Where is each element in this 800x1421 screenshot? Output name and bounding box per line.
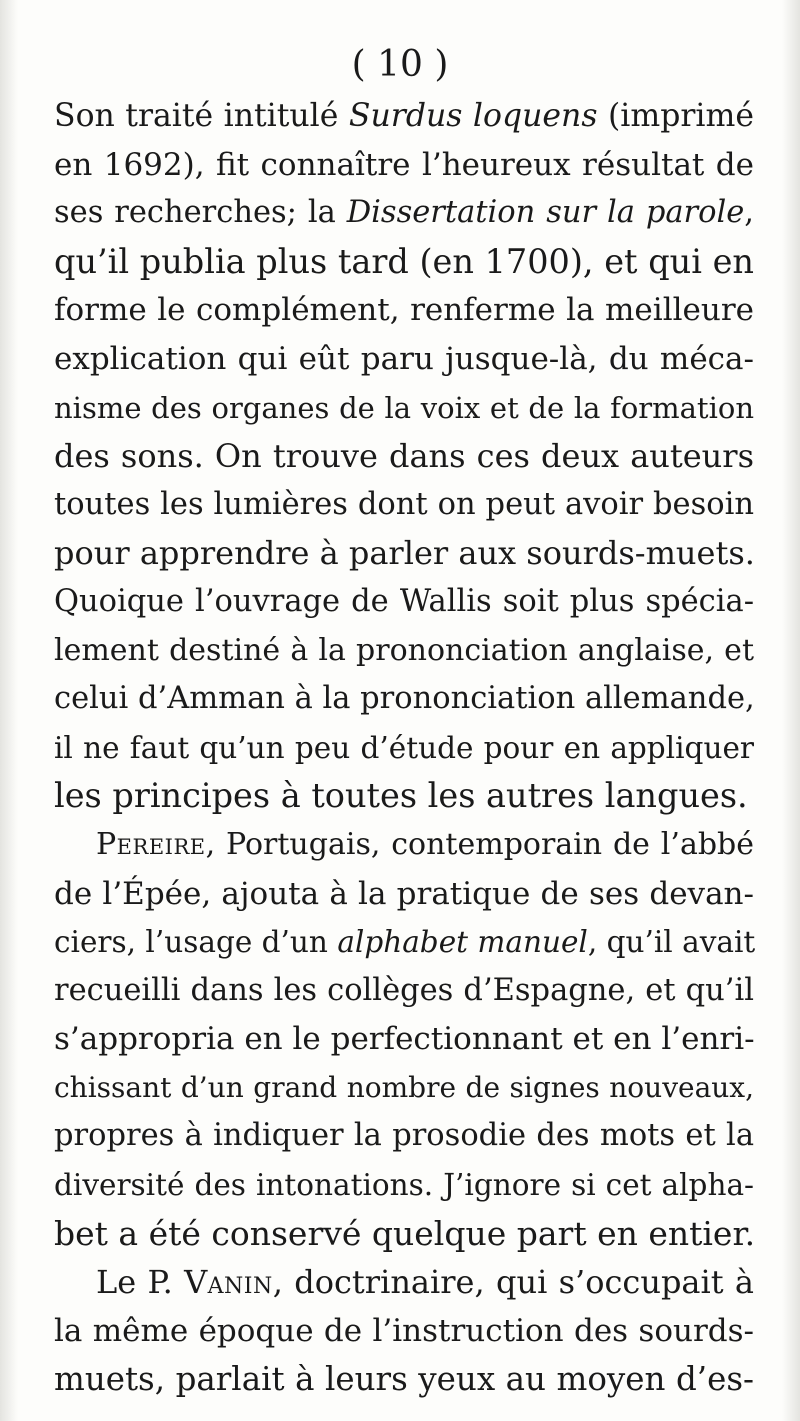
text-line: ciers, l’usage d’un alphabet manuel, qu’il avait [54,925,756,960]
text-line: nisme des organes de la voix et de la formation [54,390,754,425]
text-line: qu’il publia plus tard (en 1700), et qui en [54,241,754,281]
text-line: bet a été conservé quelque part en entier. [54,1213,756,1253]
person-name: Vanin [184,1263,273,1302]
text-line: diversité des intonations. J’ignore si cet alpha- [54,1168,754,1203]
text-line: chissant d’un grand nombre de signes nouveaux, [54,1070,754,1104]
text-line: lement destiné à la prononciation anglaise, et [54,632,754,668]
text-line: il ne faut qu’un peu d’étude pour en appliquer [54,730,754,765]
text-line: des sons. On trouve dans ces deux auteurs [54,437,754,476]
text-line: explication qui eût paru jusque-là, du méca- [54,340,754,377]
text-line: s’appropria en le perfectionnant et en l’enri- [54,1021,755,1058]
page-edge-shadow-right [782,0,800,1421]
body-text [54,92,754,1404]
text-line: forme le complément, renferme la meilleure [54,292,754,329]
text-line: Pereire, Portugais, contemporain de l’abbé [96,826,754,862]
page-edge-shadow-left [0,0,18,1421]
text-line: Le P. Vanin, doctrinaire, qui s’occupait à [96,1263,754,1302]
text-line: les principes à toutes les autres langues. [54,776,748,816]
person-name: Pereire [96,826,206,862]
text-line: Son traité intitulé Surdus loquens (imprimé [54,98,755,134]
page-number: ( 10 ) [351,44,449,85]
text-line: celui d’Amman à la prononciation allemande, [54,681,755,717]
text-line: muets, parlait à leurs yeux au moyen d’es- [54,1360,754,1399]
italic-term: alphabet manuel [337,925,588,960]
text-line: recueilli dans les collèges d’Espagne, et qu’il [54,972,754,1008]
text-line: ses recherches; la Dissertation sur la parole, [54,195,754,231]
italic-title: Dissertation sur la parole [346,195,745,231]
text-line: propres à indiquer la prosodie des mots et la [54,1118,754,1154]
text-line: pour apprendre à parler aux sourds-muets. [54,534,755,573]
text-line: en 1692), fit connaître l’heureux résultat de [54,146,754,183]
text-line: de l’Épée, ajouta à la pratique de ses devan- [54,875,754,912]
text-line: la même époque de l’instruction des sourds- [54,1312,754,1349]
italic-title: Surdus loquens [348,98,598,134]
text-line: toutes les lumières dont on peut avoir besoin [54,486,754,522]
text-line: Quoique l’ouvrage de Wallis soit plus spécia- [54,583,754,619]
